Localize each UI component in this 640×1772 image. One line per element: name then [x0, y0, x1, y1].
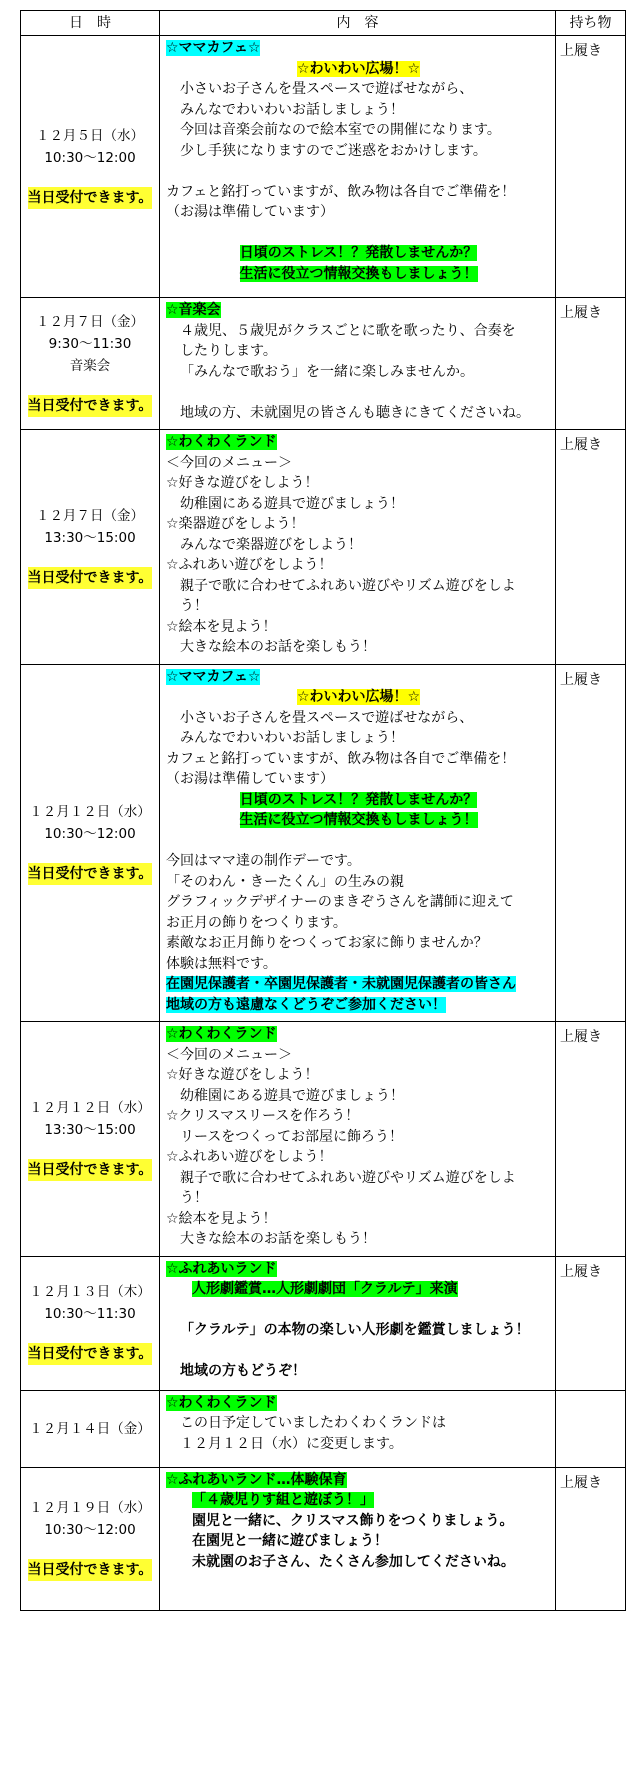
content-text: う！ [180, 1190, 208, 1206]
content-text: 未就園のお子さん、たくさん参加してくださいね。 [192, 1553, 515, 1570]
content-text: みんなでわいわいお話しましょう！ [180, 101, 404, 118]
content-line [166, 1086, 551, 1107]
content-text: 小さいお子さんを畳スペースで遊ばせながら、 [180, 81, 474, 97]
content-line [166, 100, 551, 121]
bring-cell: 上履き [556, 1022, 626, 1257]
content-text: 在園児と一緒に遊びましょう！ [192, 1533, 388, 1549]
walkin-badge: 当日受付できます。 [28, 567, 153, 589]
content-text: １２月１２日（水）に変更します。 [180, 1435, 403, 1452]
content-text: 親子で歌に合わせてふれあい遊びやリズム遊びをしよ [180, 1169, 516, 1186]
highlighted-text: ☆わくわくランド [166, 1394, 277, 1411]
highlighted-text: ☆わいわい広場！☆ [296, 689, 421, 705]
content-cell [160, 1467, 556, 1610]
content-line [166, 667, 551, 688]
content-text: グラフィックデザイナーのまきぞうさんを講師に迎えて [166, 894, 514, 910]
highlighted-text: ☆ふれあいランド…体験保育 [166, 1471, 347, 1488]
highlighted-text: ☆ママカフェ☆ [166, 40, 261, 56]
content-line [166, 473, 551, 494]
content-line [166, 120, 551, 141]
content-line [166, 913, 551, 934]
event-time: 10:30〜12:00 [44, 149, 136, 166]
walkin-badge: 当日受付できます。 [28, 395, 153, 417]
content-text: ＜今回のメニュー＞ [166, 454, 292, 471]
content-cell [160, 1256, 556, 1390]
content-line [166, 1065, 551, 1086]
schedule-table [20, 10, 626, 1611]
highlighted-text: 人形劇鑑賞…人形劇劇団「クラルテ」来演 [192, 1281, 458, 1297]
content-cell [160, 1022, 556, 1257]
content-cell [160, 1390, 556, 1467]
event-date: １２月１３日（木） [29, 1284, 151, 1300]
content-line [166, 1531, 551, 1552]
highlighted-text: 在園児保護者・卒園児保護者・未就園児保護者の皆さん [166, 976, 516, 992]
bring-cell [556, 1390, 626, 1467]
event-time: 10:30〜12:00 [44, 1521, 136, 1538]
content-line [166, 38, 551, 59]
walkin-badge: 当日受付できます。 [28, 1343, 153, 1365]
content-text: ４歳児、５歳児がクラスごとに歌を歌ったり、合奏を [180, 322, 516, 339]
highlighted-text: ☆ふれあいランド [166, 1260, 277, 1277]
content-text: （お湯は準備しています） [166, 771, 334, 787]
highlighted-text: ☆わいわい広場！☆ [296, 60, 421, 77]
date-cell [21, 1256, 160, 1390]
bring-cell: 上履き [556, 298, 626, 430]
content-line [166, 403, 551, 424]
content-line [166, 182, 551, 203]
date-cell [21, 1390, 160, 1467]
content-line [166, 1229, 551, 1250]
highlighted-text: 日頃のストレス！？発散しませんか？ [239, 245, 478, 261]
highlighted-text: 日頃のストレス！？発散しませんか？ [239, 791, 478, 808]
content-text: お正月の飾りをつくります。 [166, 914, 347, 931]
content-text: ＜今回のメニュー＞ [166, 1046, 292, 1063]
content-text: ☆絵本を見よう！ [166, 618, 277, 635]
content-line [166, 1413, 551, 1434]
date-cell [21, 1022, 160, 1257]
content-text: 小さいお子さんを畳スペースで遊ばせながら、 [180, 709, 474, 726]
content-cell [160, 664, 556, 1022]
content-line [166, 1320, 551, 1341]
content-line [166, 851, 551, 872]
content-text: ☆好きな遊びをしよう！ [166, 475, 319, 491]
highlighted-text: ☆わくわくランド [166, 434, 277, 450]
event-time: 9:30〜11:30 [48, 335, 132, 352]
table-row [21, 1390, 626, 1467]
content-line [166, 321, 551, 342]
content-text: カフェと銘打っていますが、飲み物は各自でご準備を！ [166, 183, 516, 200]
content-text: みんなで楽器遊びをしよう！ [180, 536, 362, 553]
date-cell [21, 36, 160, 298]
table-row [21, 298, 626, 430]
content-line [166, 535, 551, 556]
content-line [166, 872, 551, 893]
highlighted-text: 「４歳児りす組と遊ぼう！」 [192, 1492, 374, 1508]
content-line [166, 514, 551, 535]
content-line [166, 576, 551, 597]
table-header-row [21, 11, 626, 36]
highlighted-text: ☆わくわくランド [166, 1026, 277, 1042]
content-text: ☆好きな遊びをしよう！ [166, 1067, 319, 1083]
content-text: 「そのわん・きーたくん」の生みの親 [166, 873, 404, 890]
content-line [166, 141, 551, 162]
bring-cell: 上履き [556, 664, 626, 1022]
bring-cell: 上履き [556, 430, 626, 665]
event-note: 音楽会 [69, 357, 111, 374]
bring-cell: 上履き [556, 1256, 626, 1390]
highlighted-text: 生活に役立つ情報交換もしましょう！ [239, 265, 478, 282]
walkin-badge: 当日受付できます。 [28, 863, 153, 885]
content-line [166, 555, 551, 576]
content-line [166, 954, 551, 975]
content-text: ☆クリスマスリースを作ろう！ [166, 1108, 360, 1124]
content-line [166, 933, 551, 954]
content-text: ☆ふれあい遊びをしよう！ [166, 557, 333, 573]
highlighted-text: 地域の方も遠慮なくどうぞご参加ください！ [166, 996, 446, 1013]
header-content: 内 容 [160, 11, 556, 36]
content-line [166, 892, 551, 913]
content-text: みんなでわいわいお話しましょう！ [180, 730, 404, 746]
content-text: 幼稚園にある遊具で遊びましょう！ [180, 1087, 404, 1104]
content-line [166, 974, 551, 995]
content-line [166, 1259, 551, 1280]
content-text: 地域の方、未就園児の皆さんも聴きにきてくださいね。 [180, 404, 530, 421]
content-text: 素敵なお正月飾りをつくってお家に飾りませんか？ [166, 935, 488, 951]
content-line [166, 769, 551, 790]
event-time: 13:30〜15:00 [44, 529, 136, 546]
event-time: 13:30〜15:00 [44, 1121, 136, 1138]
content-text: 大きな絵本のお話を楽しもう！ [180, 639, 376, 655]
event-date: １２月１２日（水） [29, 1099, 151, 1116]
content-text: この日予定していましたわくわくランドは [180, 1415, 446, 1431]
content-cell [160, 298, 556, 430]
content-line [166, 810, 551, 831]
content-line [166, 453, 551, 474]
highlighted-text: ☆ママカフェ☆ [166, 668, 261, 685]
content-text: カフェと銘打っていますが、飲み物は各自でご準備を！ [166, 750, 516, 767]
content-line [166, 1361, 551, 1382]
bring-cell: 上履き [556, 1467, 626, 1610]
table-row [21, 1022, 626, 1257]
content-text: 今回は音楽会前なので絵本室での開催になります。 [180, 122, 501, 138]
bring-cell: 上履き [556, 36, 626, 298]
content-text: 今回はママ達の制作デーです。 [166, 853, 361, 869]
walkin-badge: 当日受付できます。 [28, 187, 153, 209]
content-line [166, 202, 551, 223]
highlighted-text: ☆音楽会 [166, 302, 221, 318]
content-text: 大きな絵本のお話を楽しもう！ [180, 1231, 376, 1247]
content-line [166, 1552, 551, 1573]
content-line [166, 1127, 551, 1148]
date-cell [21, 664, 160, 1022]
event-date: １２月１９日（水） [29, 1499, 151, 1516]
content-line [166, 1470, 551, 1491]
content-line [166, 59, 551, 80]
content-text: 地域の方もどうぞ！ [180, 1363, 306, 1379]
table-row [21, 36, 626, 298]
date-cell [21, 1467, 160, 1610]
walkin-badge: 当日受付できます。 [28, 1559, 153, 1581]
content-text: 「みんなで歌おう」を一緒に楽しみませんか。 [180, 363, 474, 380]
content-text: 少し手狭になりますのでご迷惑をおかけします。 [180, 142, 487, 159]
content-text: ☆ふれあい遊びをしよう！ [166, 1149, 333, 1165]
highlighted-text: 生活に役立つ情報交換もしましょう！ [239, 812, 478, 828]
content-text: （お湯は準備しています） [166, 204, 334, 220]
content-line [166, 728, 551, 749]
content-line [166, 995, 551, 1016]
content-text: う！ [180, 598, 208, 614]
content-line [166, 749, 551, 770]
event-date: １２月１２日（水） [29, 803, 151, 820]
content-line [166, 1279, 551, 1300]
walkin-badge: 当日受付できます。 [28, 1159, 153, 1181]
content-line [166, 1434, 551, 1455]
event-time: 10:30〜12:00 [44, 825, 136, 842]
content-line [166, 637, 551, 658]
content-text: 体験は無料です。 [166, 955, 277, 972]
content-line [166, 79, 551, 100]
content-line [166, 1024, 551, 1045]
content-line [166, 432, 551, 453]
header-date: 日 時 [21, 11, 160, 36]
content-text: 親子で歌に合わせてふれあい遊びやリズム遊びをしよ [180, 577, 516, 594]
content-text: 幼稚園にある遊具で遊びましょう！ [180, 495, 404, 512]
content-text: したりします。 [180, 343, 277, 359]
content-line [166, 1511, 551, 1532]
date-cell [21, 298, 160, 430]
content-line [166, 300, 551, 321]
content-text: 「クラルテ」の本物の楽しい人形劇を鑑賞しましょう！ [180, 1322, 530, 1338]
content-text: ☆楽器遊びをしよう！ [166, 516, 305, 532]
content-line [166, 687, 551, 708]
event-time: 10:30〜11:30 [44, 1306, 136, 1322]
content-line [166, 1147, 551, 1168]
content-line [166, 617, 551, 638]
content-line [166, 341, 551, 362]
content-text: 園児と一緒に、クリスマス飾りをつくりましょう。 [192, 1512, 514, 1529]
content-cell [160, 36, 556, 298]
event-date: １２月７日（金） [36, 313, 144, 330]
content-cell [160, 430, 556, 665]
content-line [166, 1045, 551, 1066]
content-line [166, 1188, 551, 1209]
event-date: １２月５日（水） [36, 127, 144, 144]
content-line [166, 790, 551, 811]
date-cell [21, 430, 160, 665]
content-text: ☆絵本を見よう！ [166, 1210, 277, 1227]
content-line [166, 596, 551, 617]
content-line [166, 494, 551, 515]
content-line [166, 708, 551, 729]
content-text: リースをつくってお部屋に飾ろう！ [180, 1128, 404, 1145]
content-line [166, 362, 551, 383]
table-row [21, 664, 626, 1022]
content-line [166, 264, 551, 285]
schedule-rows [21, 36, 626, 1611]
content-line [166, 1168, 551, 1189]
content-line [166, 243, 551, 264]
table-row [21, 1467, 626, 1610]
event-date: １２月７日（金） [36, 507, 144, 524]
table-row [21, 1256, 626, 1390]
content-line [166, 1106, 551, 1127]
header-bring: 持ち物 [556, 11, 626, 36]
content-line [166, 1393, 551, 1414]
content-line [166, 1490, 551, 1511]
event-date: １２月１４日（金） [29, 1420, 151, 1437]
content-line [166, 1209, 551, 1230]
table-row [21, 430, 626, 665]
